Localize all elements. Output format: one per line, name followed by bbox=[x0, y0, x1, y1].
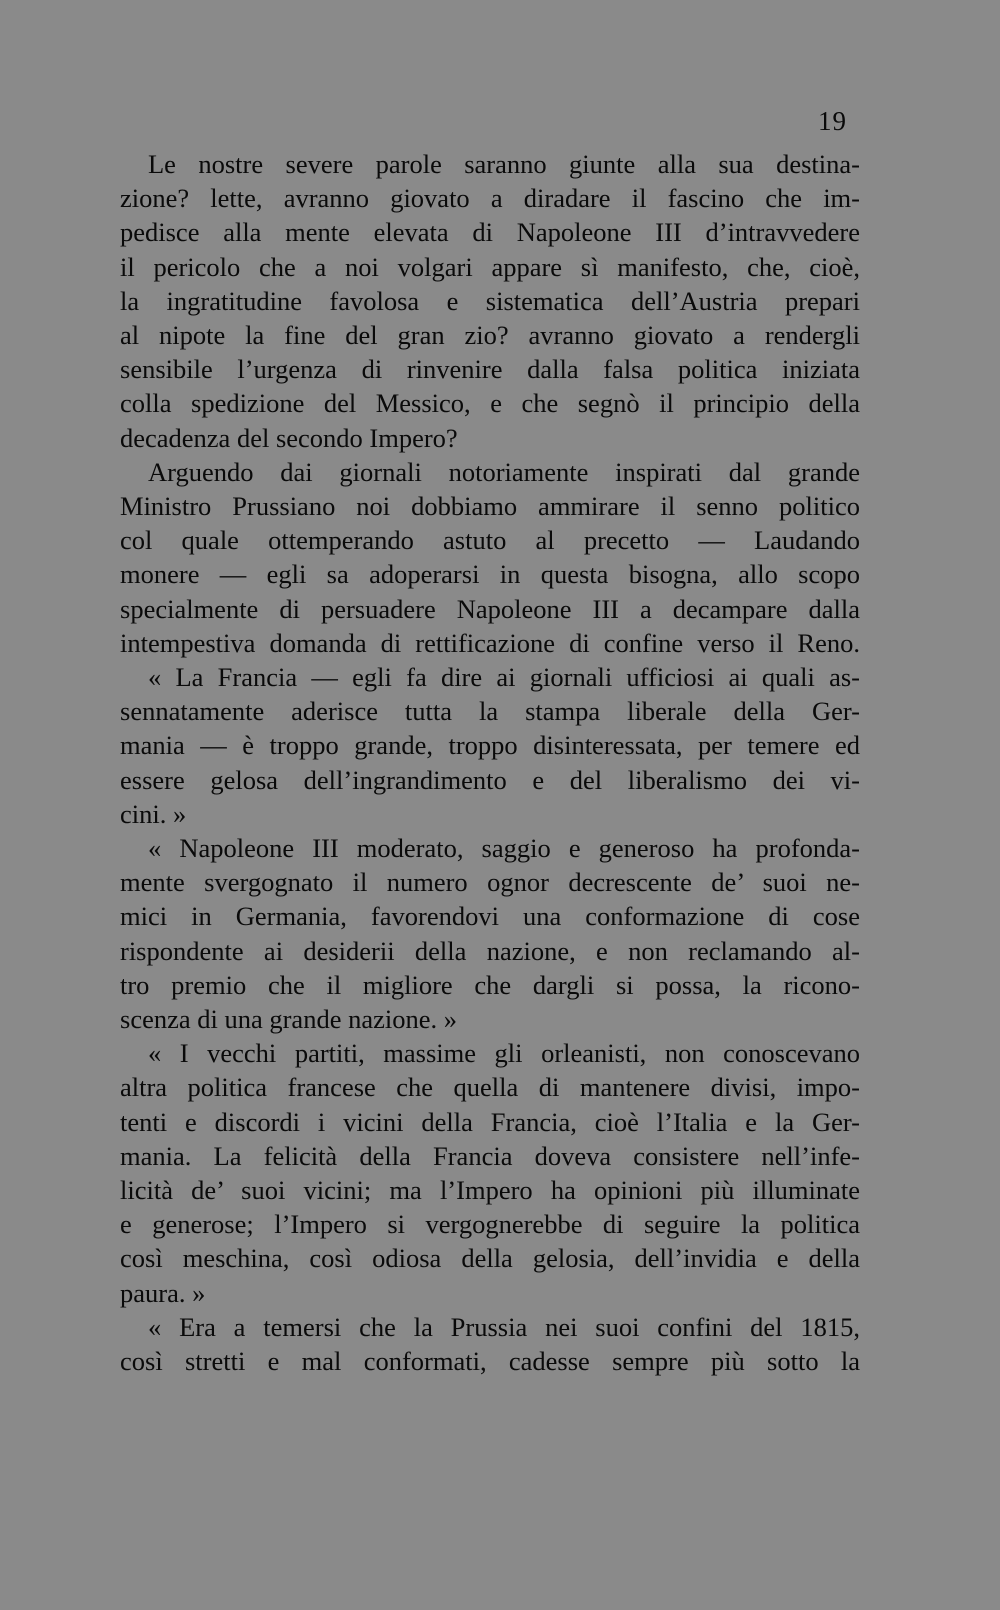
text-line: mente svergognato il numero ognor decrescente de’ suoi ne- bbox=[120, 867, 860, 898]
text-line: altra politica francese che quella di mantenere divisi, impo- bbox=[120, 1072, 860, 1103]
text-line: essere gelosa dell’ingrandimento e del liberalismo dei vi- bbox=[120, 764, 860, 795]
text-line: sensibile l’urgenza di rinvenire dalla falsa politica iniziata bbox=[120, 354, 860, 385]
text-line: così stretti e mal conformati, cadesse sempre più sotto la bbox=[120, 1346, 860, 1376]
text-line: colla spedizione del Messico, e che segnò il principio della bbox=[120, 388, 860, 419]
text-line: mania — è troppo grande, troppo disinteressata, per temere ed bbox=[120, 730, 860, 761]
text-line: intempestiva domanda di rettificazione di confine verso il Reno. bbox=[120, 627, 860, 658]
text-line: « I vecchi partiti, massime gli orleanisti, non conoscevano bbox=[148, 1038, 860, 1069]
text-line: scenza di una grande nazione. » bbox=[120, 1004, 457, 1034]
text-line: decadenza del secondo Impero? bbox=[120, 422, 458, 453]
page-number: 19 bbox=[818, 106, 847, 136]
text-line: sennatamente aderisce tutta la stampa liberale della Ger- bbox=[120, 696, 860, 727]
text-line: licità de’ suoi vicini; ma l’Impero ha opinioni più illuminate bbox=[120, 1175, 860, 1205]
text-line: zione? lette, avranno giovato a diradare il fascino che im- bbox=[120, 183, 860, 214]
text-line: cini. » bbox=[120, 798, 187, 829]
text-line: rispondente ai desiderii della nazione, e non reclamando al- bbox=[120, 935, 860, 966]
text-line: la ingratitudine favolosa e sistematica dell’Austria prepari bbox=[120, 285, 860, 316]
text-line: così meschina, così odiosa della gelosia, dell’invidia e della bbox=[120, 1243, 860, 1274]
text-line: Arguendo dai giornali notoriamente inspirati dal grande bbox=[148, 456, 860, 487]
text-line: col quale ottemperando astuto al precetto — Laudando bbox=[120, 525, 860, 556]
text-line: e generose; l’Impero si vergognerebbe di seguire la politica bbox=[120, 1209, 860, 1240]
text-line: mici in Germania, favorendovi una conformazione di cose bbox=[120, 901, 860, 932]
text-line: paura. » bbox=[120, 1277, 206, 1308]
text-line: specialmente di persuadere Napoleone III a decampare dalla bbox=[120, 593, 860, 624]
text-line: mania. La felicità della Francia doveva consistere nell’infe- bbox=[120, 1140, 860, 1171]
text-line: al nipote la fine del gran zio? avranno giovato a rendergli bbox=[120, 320, 860, 350]
text-line: Ministro Prussiano noi dobbiamo ammirare il senno politico bbox=[120, 491, 860, 521]
text-line: tenti e discordi i vicini della Francia, cioè l’Italia e la Ger- bbox=[120, 1106, 860, 1137]
text-line: monere — egli sa adoperarsi in questa bisogna, allo scopo bbox=[120, 559, 860, 590]
text-line: tro premio che il migliore che dargli si possa, la ricono- bbox=[120, 969, 860, 1000]
text-line: pedisce alla mente elevata di Napoleone III d’intravvedere bbox=[120, 217, 860, 248]
text-line: « La Francia — egli fa dire ai giornali ufficiosi ai quali as- bbox=[148, 662, 860, 692]
text-line: « Era a temersi che la Prussia nei suoi confini del 1815, bbox=[148, 1311, 860, 1342]
text-line: il pericolo che a noi volgari appare sì manifesto, che, cioè, bbox=[120, 251, 860, 282]
text-line: Le nostre severe parole saranno giunte alla sua destina- bbox=[148, 149, 860, 179]
text-line: « Napoleone III moderato, saggio e generoso ha profonda- bbox=[148, 833, 860, 863]
